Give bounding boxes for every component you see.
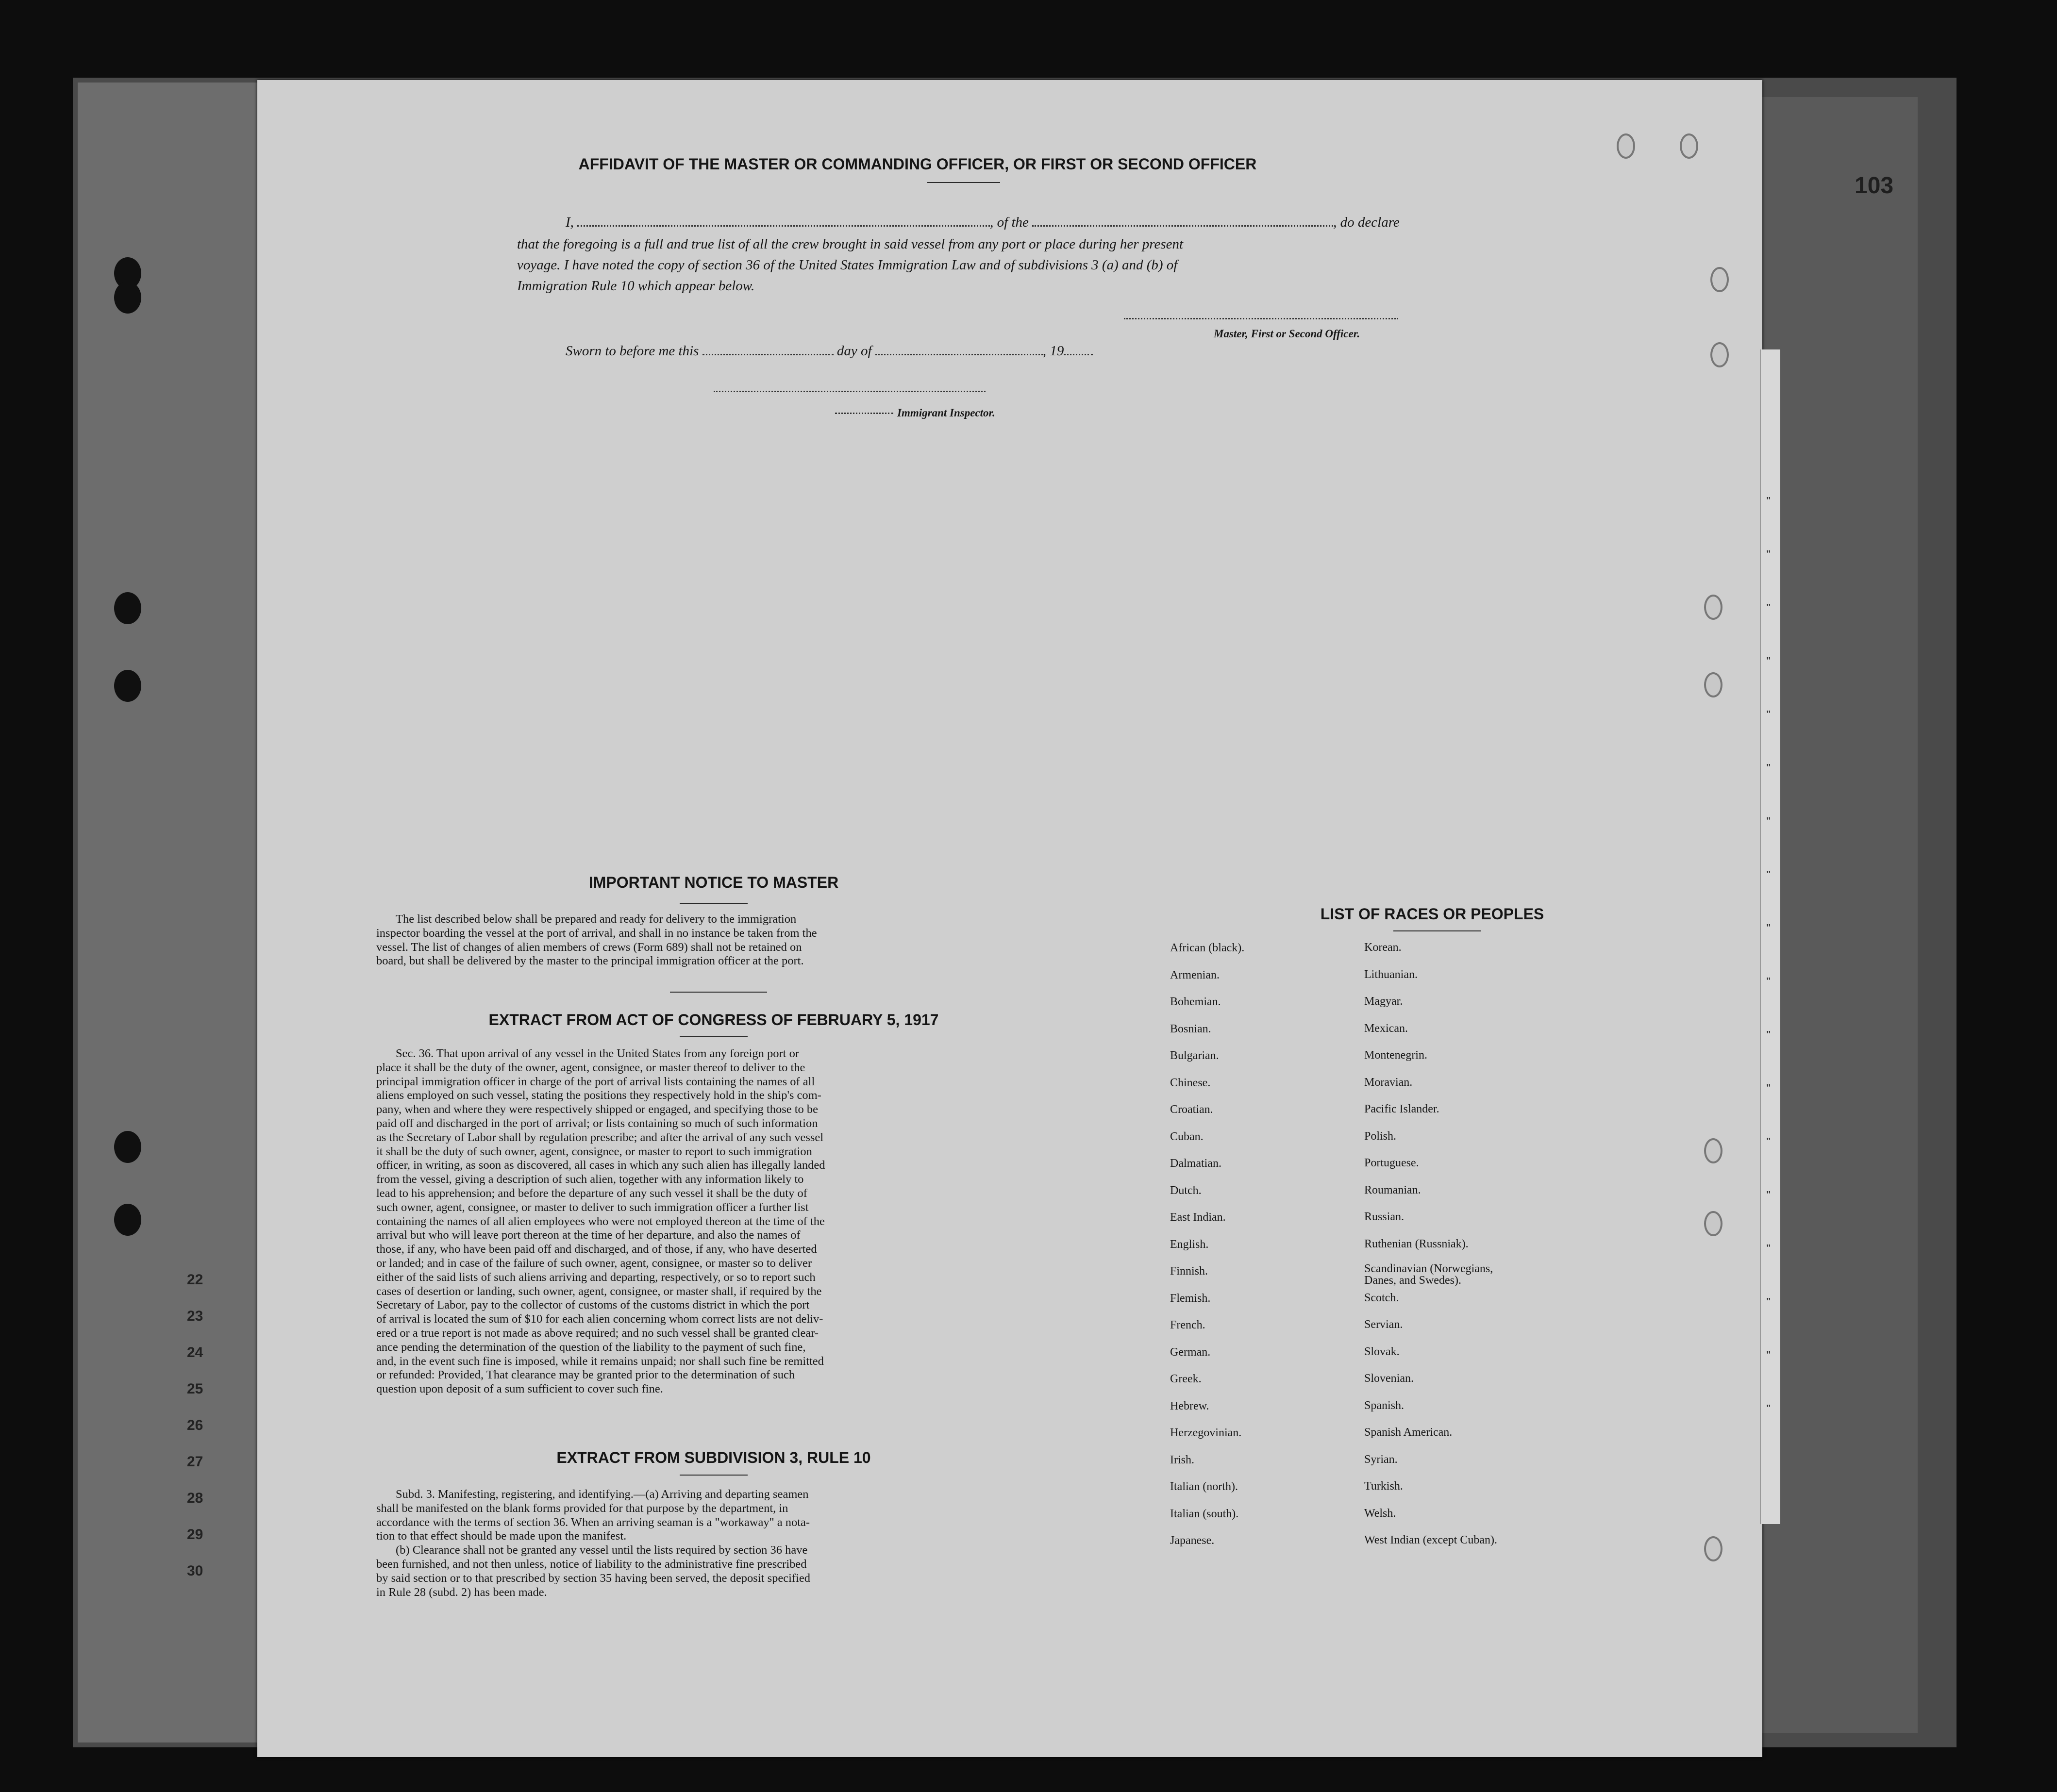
race-item: Hebrew. <box>1170 1399 1209 1412</box>
affidavit-line-1 <box>566 214 1682 231</box>
text-line: of arrival is located the sum of $10 for each alien concerning whom correct lists are not deliv- <box>376 1312 823 1326</box>
text-line: principal immigration officer in charge of the port of arrival lists containing the names of all <box>376 1075 815 1088</box>
race-item: Japanese. <box>1170 1534 1215 1547</box>
punch-hole <box>114 1204 141 1236</box>
text-line: vessel. The list of changes of alien members of crews (Form 689) shall not be retained on <box>376 940 802 954</box>
text-line: it shall be the duty of such owner, agent, consignee, or master to report to such immigration <box>376 1145 812 1158</box>
race-row <box>1170 1157 1549 1184</box>
page-number: 103 <box>1855 173 1894 199</box>
day-blank <box>702 354 834 355</box>
race-item: French. <box>1170 1319 1205 1331</box>
title-rule <box>927 182 1000 183</box>
race-row <box>1170 1292 1549 1319</box>
race-item: Syrian. <box>1364 1453 1398 1466</box>
affidavit-line-3: voyage. I have noted the copy of section 36 of the United States Immigration Law and of subdivisions 3 (a) and (b) of <box>517 257 1178 273</box>
race-item: Magyar. <box>1364 995 1403 1008</box>
text-line: aliens employed on such vessel, stating the positions they respectively hold in the ship's com- <box>376 1089 821 1102</box>
act-text <box>376 1047 1061 1396</box>
margin-row-number: 22 <box>187 1272 203 1288</box>
ditto-mark: " <box>1766 1029 1772 1040</box>
text-line: either of the said lists of such aliens arriving and departing, respectively, or so to report such <box>376 1270 816 1284</box>
text-line: arrival but who will leave port thereon at the time of her departure, and also the names of <box>376 1228 801 1242</box>
punch-hole <box>114 282 141 314</box>
notice-text <box>376 913 1061 968</box>
text-line: those, if any, who have been paid off and discharged, and of those, if any, who have deserted <box>376 1243 817 1256</box>
race-item: Italian (north). <box>1170 1480 1238 1493</box>
races-rule <box>1393 930 1481 931</box>
rule-title: EXTRACT FROM SUBDIVISION 3, RULE 10 <box>556 1449 871 1466</box>
race-item: Bohemian. <box>1170 996 1221 1008</box>
underlying-page-left <box>78 83 286 1742</box>
text-line: such owner, agent, consignee, or master to deliver to such immigration officer a further list <box>376 1200 809 1214</box>
text-line: lead to his apprehension; and before the departure of any such vessel it shall be the duty of <box>376 1186 807 1200</box>
text-line: inspector boarding the vessel at the port of arrival, and shall in no instance be taken from the <box>376 926 817 940</box>
race-item: Scotch. <box>1364 1291 1399 1304</box>
race-item: Spanish. <box>1364 1399 1405 1412</box>
race-item: Croatian. <box>1170 1103 1213 1116</box>
ditto-mark: " <box>1766 1243 1772 1253</box>
race-item: Roumanian. <box>1364 1183 1421 1196</box>
race-row <box>1170 1454 1549 1481</box>
affidavit-i: I, <box>566 215 574 230</box>
name-blank <box>577 225 990 227</box>
inspector-dots <box>835 413 893 414</box>
affidavit-line-4: Immigration Rule 10 which appear below. <box>517 278 755 294</box>
race-row <box>1170 1319 1549 1346</box>
punch-hole <box>114 592 141 624</box>
text-line: Subd. 3. Manifesting, registering, and identifying.—(a) Arriving and departing seamen <box>396 1488 809 1501</box>
margin-row-number: 25 <box>187 1381 203 1397</box>
year-blank <box>1064 354 1093 355</box>
race-item: African (black). <box>1170 942 1245 954</box>
text-line: cases of desertion or landing, such owner, agent, consignee, or master shall, if required by the <box>376 1284 822 1298</box>
race-item: Ruthenian (Russniak). <box>1364 1237 1469 1250</box>
margin-row-number: 27 <box>187 1454 203 1470</box>
race-item: Portuguese. <box>1364 1157 1419 1169</box>
notice-end-rule <box>670 992 767 993</box>
ditto-mark: " <box>1766 762 1772 773</box>
race-row <box>1170 942 1549 969</box>
ditto-mark: " <box>1766 1403 1772 1413</box>
text-line: pany, when and where they were respectively shipped or engaged, and specifying those to be <box>376 1103 819 1116</box>
ring-reinforcement <box>1704 1536 1723 1561</box>
races-list <box>1170 942 1549 1561</box>
race-item: Polish. <box>1364 1129 1397 1143</box>
ditto-mark: " <box>1766 976 1772 986</box>
ditto-mark: " <box>1766 1136 1772 1146</box>
text-line: Sec. 36. That upon arrival of any vessel in the United States from any foreign port or <box>396 1047 799 1060</box>
ditto-mark: " <box>1766 1296 1772 1307</box>
ditto-mark: " <box>1766 602 1772 613</box>
ditto-mark: " <box>1766 1082 1772 1093</box>
race-item: Pacific Islander. <box>1364 1103 1439 1115</box>
ring-reinforcement <box>1704 1138 1723 1163</box>
race-item: Turkish. <box>1364 1480 1403 1493</box>
ditto-mark: " <box>1766 548 1772 559</box>
punch-hole <box>114 1131 141 1163</box>
text-line: been furnished, and not then unless, notice of liability to the administrative fine prescribed <box>376 1557 807 1571</box>
race-item: Servian. <box>1364 1318 1403 1331</box>
text-line: or refunded: Provided, That clearance may be granted prior to the determination of such <box>376 1368 795 1382</box>
rule-text <box>376 1488 1061 1599</box>
race-item: Irish. <box>1170 1453 1194 1466</box>
race-item: Spanish American. <box>1364 1426 1453 1439</box>
text-line: in Rule 28 (subd. 2) has been made. <box>376 1585 547 1599</box>
race-row <box>1170 1508 1549 1535</box>
ring-reinforcement <box>1680 133 1698 159</box>
notice-rule <box>680 903 748 904</box>
text-line: board, but shall be delivered by the master to the principal immigration officer at the port. <box>376 954 804 968</box>
text-line: question upon deposit of a sum sufficient to cover such fine. <box>376 1382 663 1396</box>
race-row <box>1170 969 1549 996</box>
margin-row-number: 23 <box>187 1308 203 1324</box>
race-item: Dutch. <box>1170 1184 1202 1197</box>
race-item: Russian. <box>1364 1211 1405 1223</box>
race-item: Slovak. <box>1364 1345 1400 1358</box>
rule-rule <box>680 1475 748 1476</box>
notice-title: IMPORTANT NOTICE TO MASTER <box>588 874 839 891</box>
sworn-text: Sworn to before me this <box>566 343 699 359</box>
affidavit-do-declare: , do declare <box>1333 215 1400 230</box>
inspector-signature-blank <box>714 391 986 392</box>
ditto-mark: " <box>1766 1189 1772 1200</box>
race-item: Scandinavian (Norwegians, Danes, and Swedes). <box>1364 1262 1493 1287</box>
race-item: West Indian (except Cuban). <box>1364 1534 1497 1546</box>
races-title: LIST OF RACES OR PEOPLES <box>1320 905 1544 923</box>
ring-reinforcement <box>1710 267 1729 292</box>
signature-label: Master, First or Second Officer. <box>1214 328 1360 340</box>
text-line: The list described below shall be prepared and ready for delivery to the immigration <box>396 913 797 926</box>
affidavit-line-2: that the foregoing is a full and true list of all the crew brought in said vessel from any port or place during her present <box>517 236 1184 252</box>
race-item: Herzegovinian. <box>1170 1427 1242 1439</box>
race-row <box>1170 1427 1549 1454</box>
text-line: by said section or to that prescribed by section 35 having been served, the deposit specified <box>376 1571 810 1585</box>
race-item: Italian (south). <box>1170 1507 1239 1520</box>
text-line: as the Secretary of Labor shall by regulation prescribe; and after the arrival of any such vessel <box>376 1130 824 1144</box>
race-item: Cuban. <box>1170 1130 1204 1143</box>
ditto-mark: " <box>1766 655 1772 666</box>
race-item: Chinese. <box>1170 1076 1211 1089</box>
act-rule <box>680 1036 748 1037</box>
ditto-mark: " <box>1766 922 1772 933</box>
race-item: English. <box>1170 1238 1209 1251</box>
race-row <box>1170 996 1549 1023</box>
year-prefix: , 19 <box>1042 343 1064 359</box>
race-row <box>1170 1130 1549 1158</box>
text-line: ered or a true report is not made as above required; and no such vessel shall be granted clear- <box>376 1326 819 1340</box>
race-item: Montenegrin. <box>1364 1049 1427 1062</box>
race-row <box>1170 1077 1549 1104</box>
race-item: Armenian. <box>1170 968 1220 981</box>
race-row <box>1170 1262 1549 1292</box>
race-item: Slovenian. <box>1364 1372 1414 1385</box>
race-item: Lithuanian. <box>1364 968 1418 981</box>
text-line: containing the names of all alien employees who were not employed thereon at the time of the <box>376 1214 825 1228</box>
ditto-mark: " <box>1766 869 1772 879</box>
race-row <box>1170 1400 1549 1427</box>
race-row <box>1170 1103 1549 1130</box>
race-item: Welsh. <box>1364 1507 1396 1520</box>
ditto-mark: " <box>1766 709 1772 719</box>
race-row <box>1170 1184 1549 1211</box>
ditto-mark: " <box>1766 815 1772 826</box>
race-item: Mexican. <box>1364 1022 1408 1035</box>
text-line: tion to that effect should be made upon the manifest. <box>376 1529 627 1543</box>
signature-blank <box>1124 318 1398 319</box>
race-item: Bulgarian. <box>1170 1049 1219 1062</box>
day-of-text: day of <box>836 343 872 359</box>
race-row <box>1170 1534 1549 1561</box>
text-line: ance pending the determination of the question of the liability to the payment of such fine, <box>376 1340 806 1354</box>
race-item: Bosnian. <box>1170 1022 1211 1035</box>
ring-reinforcement <box>1704 595 1723 620</box>
race-row <box>1170 1049 1549 1077</box>
text-line: from the vessel, giving a description of such alien, together with any information likely to <box>376 1173 804 1186</box>
margin-row-number: 26 <box>187 1417 203 1433</box>
race-row <box>1170 1211 1549 1238</box>
ring-reinforcement <box>1710 342 1729 367</box>
ditto-mark: " <box>1766 1349 1772 1360</box>
act-title: EXTRACT FROM ACT OF CONGRESS OF FEBRUARY 5, 1917 <box>488 1011 939 1029</box>
race-row <box>1170 1480 1549 1508</box>
race-item: Flemish. <box>1170 1292 1211 1305</box>
race-item: East Indian. <box>1170 1211 1226 1224</box>
ditto-mark: " <box>1766 495 1772 506</box>
text-line: place it shall be the duty of the owner, agent, consignee, or master thereof to deliver to the <box>376 1061 805 1074</box>
text-line: officer, in writing, as soon as discovered, all cases in which any such alien has illegally landed <box>376 1159 825 1172</box>
text-line: Secretary of Labor, pay to the collector of customs of the customs district in which the port <box>376 1298 810 1312</box>
text-line: accordance with the terms of section 36. When an arriving seaman is a "workaway" a nota- <box>376 1515 810 1529</box>
margin-row-number: 29 <box>187 1527 203 1543</box>
race-item: Korean. <box>1364 941 1402 954</box>
vessel-blank <box>1032 225 1333 227</box>
text-line: paid off and discharged in the port of arrival; or lists containing so much of such information <box>376 1116 818 1130</box>
margin-row-number: 28 <box>187 1490 203 1506</box>
race-row <box>1170 1346 1549 1373</box>
race-row <box>1170 1373 1549 1400</box>
race-item: Greek. <box>1170 1373 1202 1385</box>
month-blank <box>875 354 1043 355</box>
race-item: German. <box>1170 1345 1211 1359</box>
sworn-line <box>566 342 1439 360</box>
ring-reinforcement <box>1704 1211 1723 1236</box>
margin-row-number: 24 <box>187 1344 203 1361</box>
race-item: Dalmatian. <box>1170 1157 1221 1170</box>
text-line: or landed; and in case of the failure of such owner, agent, consignee, or master so to deliver <box>376 1256 812 1270</box>
race-row <box>1170 1023 1549 1050</box>
affidavit-title: AFFIDAVIT OF THE MASTER OR COMMANDING OFFICER, OR FIRST OR SECOND OFFICER <box>578 155 1257 173</box>
inspector-label: Immigrant Inspector. <box>897 407 995 419</box>
text-line: and, in the event such fine is imposed, while it remains unpaid; nor shall such fine be remitted <box>376 1354 824 1368</box>
underlying-column-strip <box>1760 349 1780 1524</box>
race-row <box>1170 1238 1549 1265</box>
text-line: (b) Clearance shall not be granted any vessel until the lists required by section 36 have <box>396 1543 808 1557</box>
affidavit-of-the: , of the <box>990 215 1029 230</box>
punch-hole <box>114 670 141 702</box>
ring-reinforcement <box>1704 672 1723 697</box>
race-item: Finnish. <box>1170 1265 1208 1278</box>
race-item: Moravian. <box>1364 1076 1413 1089</box>
text-line: shall be manifested on the blank forms provided for that purpose by the department, in <box>376 1501 788 1515</box>
ring-reinforcement <box>1617 133 1635 159</box>
margin-row-number: 30 <box>187 1563 203 1579</box>
